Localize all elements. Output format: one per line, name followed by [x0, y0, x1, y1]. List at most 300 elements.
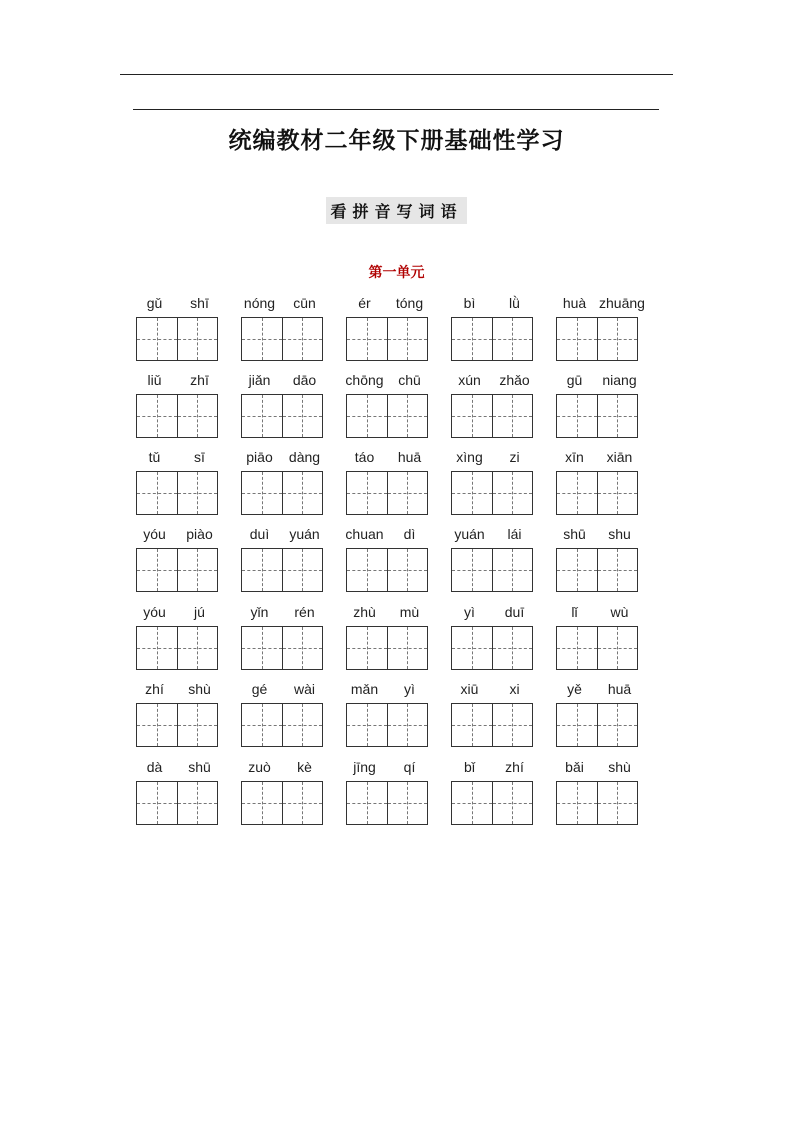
writing-boxes[interactable] — [346, 781, 428, 825]
writing-boxes[interactable] — [556, 548, 638, 592]
writing-cell[interactable] — [137, 627, 177, 669]
word-item — [241, 372, 323, 438]
guide-line-horizontal — [242, 339, 282, 340]
pinyin-line — [346, 681, 428, 701]
pinyin-syllable: zhí — [145, 681, 164, 697]
writing-cell[interactable] — [452, 704, 492, 746]
guide-line-horizontal — [347, 339, 387, 340]
writing-cell[interactable] — [242, 704, 282, 746]
pinyin-syllable: gé — [251, 681, 268, 697]
word-item — [451, 604, 533, 670]
pinyin-syllable: bǎi — [565, 759, 584, 775]
writing-cell[interactable] — [492, 549, 533, 591]
guide-line-horizontal — [242, 648, 282, 649]
writing-cell[interactable] — [137, 549, 177, 591]
guide-line-horizontal — [388, 803, 428, 804]
word-item — [241, 526, 323, 592]
guide-line-horizontal — [493, 725, 533, 726]
guide-line-horizontal — [283, 570, 323, 571]
pinyin-line — [451, 604, 533, 624]
writing-boxes[interactable] — [556, 471, 638, 515]
pinyin-line — [451, 295, 533, 315]
guide-line-horizontal — [452, 648, 492, 649]
guide-line-horizontal — [137, 339, 177, 340]
pinyin-line — [556, 449, 638, 469]
pinyin-syllable: tǔ — [148, 449, 161, 465]
guide-line-horizontal — [557, 416, 597, 417]
writing-cell[interactable] — [177, 627, 218, 669]
writing-cell[interactable] — [452, 549, 492, 591]
unit-heading: 第一单元 — [368, 265, 425, 281]
pinyin-line — [136, 759, 218, 779]
writing-cell[interactable] — [282, 549, 323, 591]
guide-line-horizontal — [347, 803, 387, 804]
writing-boxes[interactable] — [136, 317, 218, 361]
pinyin-syllable: yuán — [454, 526, 485, 542]
pinyin-syllable: shù — [188, 681, 211, 697]
guide-line-horizontal — [283, 493, 323, 494]
guide-line-horizontal — [598, 803, 638, 804]
pinyin-syllable: yuán — [289, 526, 320, 542]
writing-boxes[interactable] — [241, 394, 323, 438]
writing-cell[interactable] — [347, 318, 387, 360]
pinyin-syllable: bǐ — [464, 759, 475, 775]
word-item — [241, 759, 323, 825]
pinyin-syllable: dàng — [288, 449, 321, 465]
pinyin-syllable: bì — [463, 295, 476, 311]
pinyin-syllable: yóu — [143, 604, 166, 620]
pinyin-line — [241, 449, 323, 469]
pinyin-syllable: mù — [399, 604, 420, 620]
writing-cell[interactable] — [137, 318, 177, 360]
pinyin-syllable: chū — [398, 372, 421, 388]
word-item — [451, 759, 533, 825]
guide-line-horizontal — [242, 725, 282, 726]
writing-boxes[interactable] — [451, 548, 533, 592]
word-item — [556, 449, 638, 515]
guide-line-horizontal — [598, 493, 638, 494]
pinyin-syllable: táo — [354, 449, 375, 465]
document-title: 统编教材二年级下册基础性学习 — [228, 128, 565, 154]
writing-boxes[interactable] — [241, 471, 323, 515]
header-rule-top — [120, 74, 673, 75]
pinyin-line — [556, 681, 638, 701]
writing-boxes[interactable] — [451, 703, 533, 747]
writing-cell[interactable] — [597, 318, 638, 360]
writing-cell[interactable] — [282, 704, 323, 746]
writing-cell[interactable] — [177, 318, 218, 360]
guide-line-horizontal — [598, 648, 638, 649]
guide-line-horizontal — [452, 803, 492, 804]
writing-boxes[interactable] — [136, 626, 218, 670]
guide-line-horizontal — [452, 339, 492, 340]
guide-line-horizontal — [347, 648, 387, 649]
pinyin-syllable: piào — [186, 526, 213, 542]
pinyin-line — [346, 372, 428, 392]
pinyin-line — [241, 372, 323, 392]
guide-line-horizontal — [388, 570, 428, 571]
guide-line-horizontal — [557, 570, 597, 571]
writing-boxes[interactable] — [346, 703, 428, 747]
guide-line-horizontal — [452, 493, 492, 494]
writing-boxes[interactable] — [136, 548, 218, 592]
pinyin-line — [136, 604, 218, 624]
guide-line-horizontal — [557, 725, 597, 726]
pinyin-line — [136, 372, 218, 392]
pinyin-syllable: dì — [403, 526, 416, 542]
word-item — [346, 295, 428, 361]
guide-line-horizontal — [283, 725, 323, 726]
writing-cell[interactable] — [452, 627, 492, 669]
writing-boxes[interactable] — [136, 781, 218, 825]
pinyin-syllable: huā — [607, 681, 632, 697]
guide-line-horizontal — [388, 493, 428, 494]
guide-line-horizontal — [598, 570, 638, 571]
word-item — [241, 604, 323, 670]
writing-cell[interactable] — [387, 472, 428, 514]
guide-line-horizontal — [178, 803, 218, 804]
writing-cell[interactable] — [597, 704, 638, 746]
pinyin-line — [556, 526, 638, 546]
pinyin-line — [136, 681, 218, 701]
writing-cell[interactable] — [242, 549, 282, 591]
writing-cell[interactable] — [347, 395, 387, 437]
pinyin-syllable: nóng — [243, 295, 276, 311]
pinyin-syllable: zi — [509, 449, 520, 465]
pinyin-line — [451, 372, 533, 392]
word-item — [241, 449, 323, 515]
word-item — [451, 526, 533, 592]
pinyin-line — [451, 526, 533, 546]
guide-line-horizontal — [178, 493, 218, 494]
writing-cell[interactable] — [347, 704, 387, 746]
guide-line-horizontal — [452, 570, 492, 571]
pinyin-syllable: xiān — [606, 449, 633, 465]
guide-line-horizontal — [283, 648, 323, 649]
writing-boxes[interactable] — [136, 703, 218, 747]
writing-cell[interactable] — [282, 395, 323, 437]
writing-cell[interactable] — [282, 627, 323, 669]
writing-boxes[interactable] — [241, 781, 323, 825]
pinyin-syllable: lǐ — [571, 604, 578, 620]
guide-line-horizontal — [493, 648, 533, 649]
pinyin-syllable: lái — [507, 526, 522, 542]
pinyin-line — [241, 759, 323, 779]
writing-boxes[interactable] — [451, 471, 533, 515]
word-item — [451, 372, 533, 438]
writing-cell[interactable] — [347, 549, 387, 591]
writing-cell[interactable] — [177, 782, 218, 824]
pinyin-syllable: dāo — [292, 372, 317, 388]
pinyin-syllable: chuan — [345, 526, 384, 542]
word-item — [136, 759, 218, 825]
pinyin-syllable: yóu — [143, 526, 166, 542]
pinyin-syllable: jiǎn — [248, 372, 271, 388]
writing-cell[interactable] — [282, 318, 323, 360]
guide-line-horizontal — [242, 416, 282, 417]
writing-boxes[interactable] — [136, 471, 218, 515]
pinyin-line — [241, 681, 323, 701]
pinyin-syllable: wù — [610, 604, 629, 620]
guide-line-horizontal — [452, 416, 492, 417]
pinyin-syllable: sī — [194, 449, 205, 465]
writing-cell[interactable] — [557, 318, 597, 360]
word-item — [136, 681, 218, 747]
pinyin-line — [451, 681, 533, 701]
writing-cell[interactable] — [492, 318, 533, 360]
pinyin-syllable: tóng — [395, 295, 424, 311]
writing-cell[interactable] — [597, 627, 638, 669]
word-item — [556, 526, 638, 592]
writing-cell[interactable] — [177, 549, 218, 591]
writing-boxes[interactable] — [451, 394, 533, 438]
pinyin-syllable: zhuāng — [599, 295, 645, 311]
writing-cell[interactable] — [452, 395, 492, 437]
guide-line-horizontal — [283, 339, 323, 340]
guide-line-horizontal — [137, 493, 177, 494]
pinyin-syllable: gǔ — [146, 295, 163, 311]
guide-line-horizontal — [283, 416, 323, 417]
pinyin-syllable: dà — [146, 759, 163, 775]
writing-cell[interactable] — [282, 472, 323, 514]
writing-cell[interactable] — [557, 549, 597, 591]
pinyin-syllable: xi — [509, 681, 520, 697]
writing-cell[interactable] — [597, 549, 638, 591]
writing-cell[interactable] — [137, 472, 177, 514]
writing-boxes[interactable] — [346, 394, 428, 438]
pinyin-line — [136, 295, 218, 315]
writing-cell[interactable] — [177, 472, 218, 514]
guide-line-horizontal — [557, 803, 597, 804]
word-item — [556, 372, 638, 438]
pinyin-line — [451, 449, 533, 469]
guide-line-horizontal — [137, 570, 177, 571]
guide-line-horizontal — [557, 339, 597, 340]
word-item — [136, 372, 218, 438]
pinyin-line — [556, 604, 638, 624]
guide-line-horizontal — [178, 339, 218, 340]
writing-cell[interactable] — [242, 627, 282, 669]
writing-cell[interactable] — [137, 782, 177, 824]
pinyin-syllable: jīng — [353, 759, 376, 775]
header-rule-bottom — [133, 109, 659, 110]
guide-line-horizontal — [557, 493, 597, 494]
writing-cell[interactable] — [137, 395, 177, 437]
writing-boxes[interactable] — [241, 317, 323, 361]
guide-line-horizontal — [137, 416, 177, 417]
writing-cell[interactable] — [387, 549, 428, 591]
writing-cell[interactable] — [597, 395, 638, 437]
writing-cell[interactable] — [452, 472, 492, 514]
guide-line-horizontal — [137, 725, 177, 726]
pinyin-syllable: kè — [297, 759, 312, 775]
guide-line-horizontal — [493, 416, 533, 417]
pinyin-line — [346, 526, 428, 546]
writing-cell[interactable] — [557, 472, 597, 514]
pinyin-line — [346, 449, 428, 469]
writing-boxes[interactable] — [451, 781, 533, 825]
writing-boxes[interactable] — [451, 626, 533, 670]
writing-boxes[interactable] — [556, 317, 638, 361]
word-item — [556, 759, 638, 825]
pinyin-syllable: liǔ — [147, 372, 162, 388]
writing-cell[interactable] — [387, 704, 428, 746]
pinyin-line — [346, 604, 428, 624]
guide-line-horizontal — [598, 725, 638, 726]
guide-line-horizontal — [283, 803, 323, 804]
pinyin-syllable: zhù — [353, 604, 376, 620]
word-item — [241, 295, 323, 361]
writing-boxes[interactable] — [556, 394, 638, 438]
pinyin-line — [136, 526, 218, 546]
writing-boxes[interactable] — [346, 548, 428, 592]
word-item — [556, 295, 645, 361]
writing-cell[interactable] — [557, 704, 597, 746]
writing-cell[interactable] — [492, 704, 533, 746]
pinyin-line — [241, 526, 323, 546]
pinyin-syllable: shī — [190, 295, 209, 311]
section-subtitle — [0, 197, 793, 224]
writing-boxes[interactable] — [241, 626, 323, 670]
writing-cell[interactable] — [347, 627, 387, 669]
word-item — [136, 449, 218, 515]
pinyin-syllable: yě — [567, 681, 582, 697]
pinyin-line — [451, 759, 533, 779]
guide-line-horizontal — [347, 416, 387, 417]
writing-boxes[interactable] — [241, 548, 323, 592]
word-item — [451, 449, 533, 515]
guide-line-horizontal — [242, 493, 282, 494]
guide-line-horizontal — [137, 648, 177, 649]
writing-cell[interactable] — [242, 782, 282, 824]
writing-boxes[interactable] — [346, 317, 428, 361]
guide-line-horizontal — [347, 493, 387, 494]
guide-line-horizontal — [347, 570, 387, 571]
guide-line-horizontal — [388, 339, 428, 340]
writing-cell[interactable] — [492, 395, 533, 437]
pinyin-syllable: zuò — [248, 759, 271, 775]
writing-boxes[interactable] — [136, 394, 218, 438]
writing-boxes[interactable] — [346, 471, 428, 515]
guide-line-horizontal — [598, 339, 638, 340]
guide-line-horizontal — [242, 803, 282, 804]
pinyin-line — [556, 759, 638, 779]
pinyin-syllable: shū — [188, 759, 211, 775]
pinyin-line — [241, 604, 323, 624]
pinyin-syllable: qí — [403, 759, 416, 775]
writing-cell[interactable] — [177, 704, 218, 746]
writing-cell[interactable] — [242, 395, 282, 437]
pinyin-syllable: duì — [249, 526, 270, 542]
writing-cell[interactable] — [347, 472, 387, 514]
writing-cell[interactable] — [137, 704, 177, 746]
guide-line-horizontal — [178, 570, 218, 571]
word-item — [451, 295, 533, 361]
writing-cell[interactable] — [387, 627, 428, 669]
guide-line-horizontal — [347, 725, 387, 726]
pinyin-line — [556, 295, 645, 315]
writing-cell[interactable] — [492, 627, 533, 669]
guide-line-horizontal — [178, 648, 218, 649]
guide-line-horizontal — [493, 493, 533, 494]
writing-cell[interactable] — [282, 782, 323, 824]
subtitle-text: 看拼音写词语 — [326, 197, 466, 224]
pinyin-syllable: xìng — [456, 449, 483, 465]
guide-line-horizontal — [557, 648, 597, 649]
pinyin-line — [346, 295, 428, 315]
writing-boxes[interactable] — [556, 703, 638, 747]
pinyin-syllable: shu — [608, 526, 631, 542]
guide-line-horizontal — [388, 648, 428, 649]
writing-cell[interactable] — [177, 395, 218, 437]
pinyin-line — [346, 759, 428, 779]
pinyin-syllable: huā — [397, 449, 422, 465]
pinyin-syllable: mǎn — [350, 681, 379, 697]
writing-cell[interactable] — [597, 472, 638, 514]
pinyin-syllable: chōng — [345, 372, 384, 388]
pinyin-syllable: xīn — [565, 449, 584, 465]
writing-cell[interactable] — [557, 395, 597, 437]
writing-cell[interactable] — [387, 395, 428, 437]
pinyin-syllable: yì — [404, 681, 415, 697]
word-item — [346, 449, 428, 515]
word-item — [556, 604, 638, 670]
writing-cell[interactable] — [597, 782, 638, 824]
pinyin-syllable: zhí — [505, 759, 524, 775]
writing-cell[interactable] — [387, 318, 428, 360]
pinyin-syllable: piāo — [246, 449, 273, 465]
writing-cell[interactable] — [452, 782, 492, 824]
pinyin-syllable: yǐn — [250, 604, 269, 620]
writing-cell[interactable] — [242, 318, 282, 360]
guide-line-horizontal — [388, 416, 428, 417]
pinyin-syllable: ér — [358, 295, 371, 311]
pinyin-syllable: niang — [602, 372, 637, 388]
word-item — [346, 759, 428, 825]
guide-line-horizontal — [493, 339, 533, 340]
writing-cell[interactable] — [242, 472, 282, 514]
writing-cell[interactable] — [557, 782, 597, 824]
writing-cell[interactable] — [492, 472, 533, 514]
writing-cell[interactable] — [557, 627, 597, 669]
pinyin-syllable: duī — [504, 604, 525, 620]
guide-line-horizontal — [178, 416, 218, 417]
writing-cell[interactable] — [347, 782, 387, 824]
writing-boxes[interactable] — [556, 781, 638, 825]
word-item — [346, 372, 428, 438]
writing-boxes[interactable] — [451, 317, 533, 361]
pinyin-syllable: shū — [563, 526, 586, 542]
pinyin-line — [136, 449, 218, 469]
word-item — [136, 526, 218, 592]
word-item — [556, 681, 638, 747]
pinyin-syllable: wài — [293, 681, 315, 697]
pinyin-syllable: shù — [608, 759, 631, 775]
writing-boxes[interactable] — [241, 703, 323, 747]
pinyin-syllable: zhǎo — [499, 372, 530, 388]
word-item — [136, 604, 218, 670]
pinyin-syllable: yì — [464, 604, 475, 620]
word-item — [346, 681, 428, 747]
guide-line-horizontal — [137, 803, 177, 804]
writing-boxes[interactable] — [556, 626, 638, 670]
writing-boxes[interactable] — [346, 626, 428, 670]
writing-cell[interactable] — [452, 318, 492, 360]
pinyin-syllable: lǜ — [509, 295, 520, 311]
guide-line-horizontal — [598, 416, 638, 417]
writing-cell[interactable] — [387, 782, 428, 824]
writing-cell[interactable] — [492, 782, 533, 824]
